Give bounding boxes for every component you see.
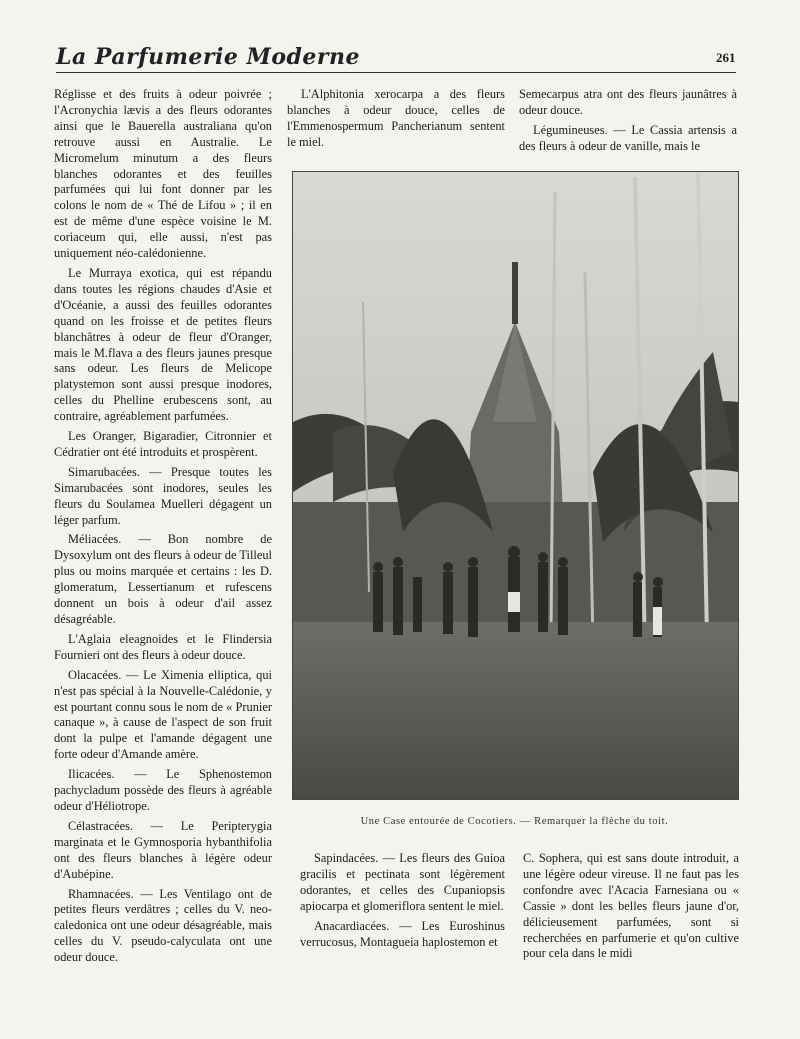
paragraph: Semecarpus atra ont des fleurs jaunâtres à odeur douce. — [519, 87, 737, 117]
paragraph: Méliacées. — Bon nombre de Dysoxylum ont des fleurs à odeur de Tilleul plus ou moins marquée et certains : les D. glomeratum, Lessertianum et rufescens donnent un bois à odeur d'ail assez désagréable. — [54, 532, 272, 626]
paragraph: Olacacées. — Le Ximenia elliptica, qui n'est pas spécial à la Nouvelle-Calédonie, y est pourtant connu sous le nom de « Prunier canaque », à cause de l'aspect de son fruit dont la pulpe et l'amande dégagent une forte odeur d'Amande amère. — [54, 667, 272, 762]
paragraph: Le Murraya exotica, qui est répandu dans toutes les régions chaudes d'Asie et d'Océanie, a aussi des feuilles odorantes quand on les froisse et de petites fleurs blanchâtres à odeur de fleur d'Oranger, mais le M.flava a des fleurs jaunes presque sans odeur. Les fleurs de Melicope platystemon sont aussi presque inodores, celles du Phelline erubescens sont, au contraire, agréablement parfumées. — [54, 265, 272, 424]
hut-photograph — [292, 171, 739, 800]
paragraph: L'Aglaia eleagnoides et le Flindersia Fournieri ont des fleurs à odeur douce. — [54, 631, 272, 662]
paragraph: C. Sophera, qui est sans doute introduit, a une légère odeur vireuse. Il ne faut pas les confondre avec l'Acacia Farnesiana ou « Cassie » dont les belles fleurs jaune d'or, délicieusement parfumées, sont si recherchées en parfumerie et qu'on cultive pour cela dans le midi — [523, 851, 739, 961]
paragraph: Ilicacées. — Le Sphenostemon pachycladum possède des fleurs à agréable odeur d'Héliotrope. — [54, 767, 272, 813]
photo-caption: Une Case entourée de Cocotiers. — Remarquer la flèche du toit. — [360, 816, 669, 827]
paragraph: Simarubacées. — Presque toutes les Simarubacées sont inodores, seules les fleurs du Soulamea Muelleri dégagent un léger parfum. — [54, 464, 272, 527]
paragraph: Sapindacées. — Les fleurs des Guioa gracilis et pectinata sont légèrement odorantes, et celles des Cupaniopsis apiocarpa et glomeriflora sentent le miel. — [300, 851, 505, 913]
paragraph: Célastracées. — Le Peripterygia marginata et le Gymnosporia hybanthifolia ont des fleurs blanches à légère odeur d'Aubépine. — [54, 818, 272, 881]
column-1 — [54, 87, 272, 970]
paragraph: L'Alphitonia xerocarpa a des fleurs blanches à odeur douce, celles de l'Emmenospermum Pancherianum sentent le miel. — [287, 87, 505, 149]
column-2 — [287, 87, 505, 155]
title-rule — [56, 72, 736, 73]
paragraph: Anacardiacées. — Les Euroshinus verrucosus, Montagueia haplostemon et — [300, 918, 505, 949]
column-4 — [300, 851, 505, 954]
paragraph: Légumineuses. — Le Cassia artensis a des fleurs à odeur de vanille, mais le — [519, 122, 737, 153]
column-5 — [523, 851, 739, 966]
column-3 — [519, 87, 737, 159]
paragraph: Rhamnacées. — Les Ventilago ont de petites fleurs verdâtres ; celles du V. neo-caledonica ont une odeur désagréable, mais celles du V. pseudo-calyculata ont une odeur douce. — [54, 886, 272, 965]
page-number: 261 — [716, 50, 736, 65]
paragraph: Les Oranger, Bigaradier, Citronnier et Cédratier ont été introduits et prospèrent. — [54, 429, 272, 459]
hut-with-coconut-palms-image — [293, 172, 738, 799]
paragraph: Réglisse et des fruits à odeur poivrée ; l'Acronychia lævis a des fleurs odorantes ainsi que le Bauerella australiana qu'on retrouve aussi en Australie. Le Micromelum minutum a des fleurs blanches odorantes et des feuilles parfumées qui lui font donner par les colons le nom de « Thé de Lifou » ; il en est de même d'une espèce voisine le M. coriaceum qui, elle aussi, n'est pas uniquement néo-calédonienne. — [54, 87, 272, 261]
journal-title: La Parfumerie Moderne — [56, 44, 361, 70]
